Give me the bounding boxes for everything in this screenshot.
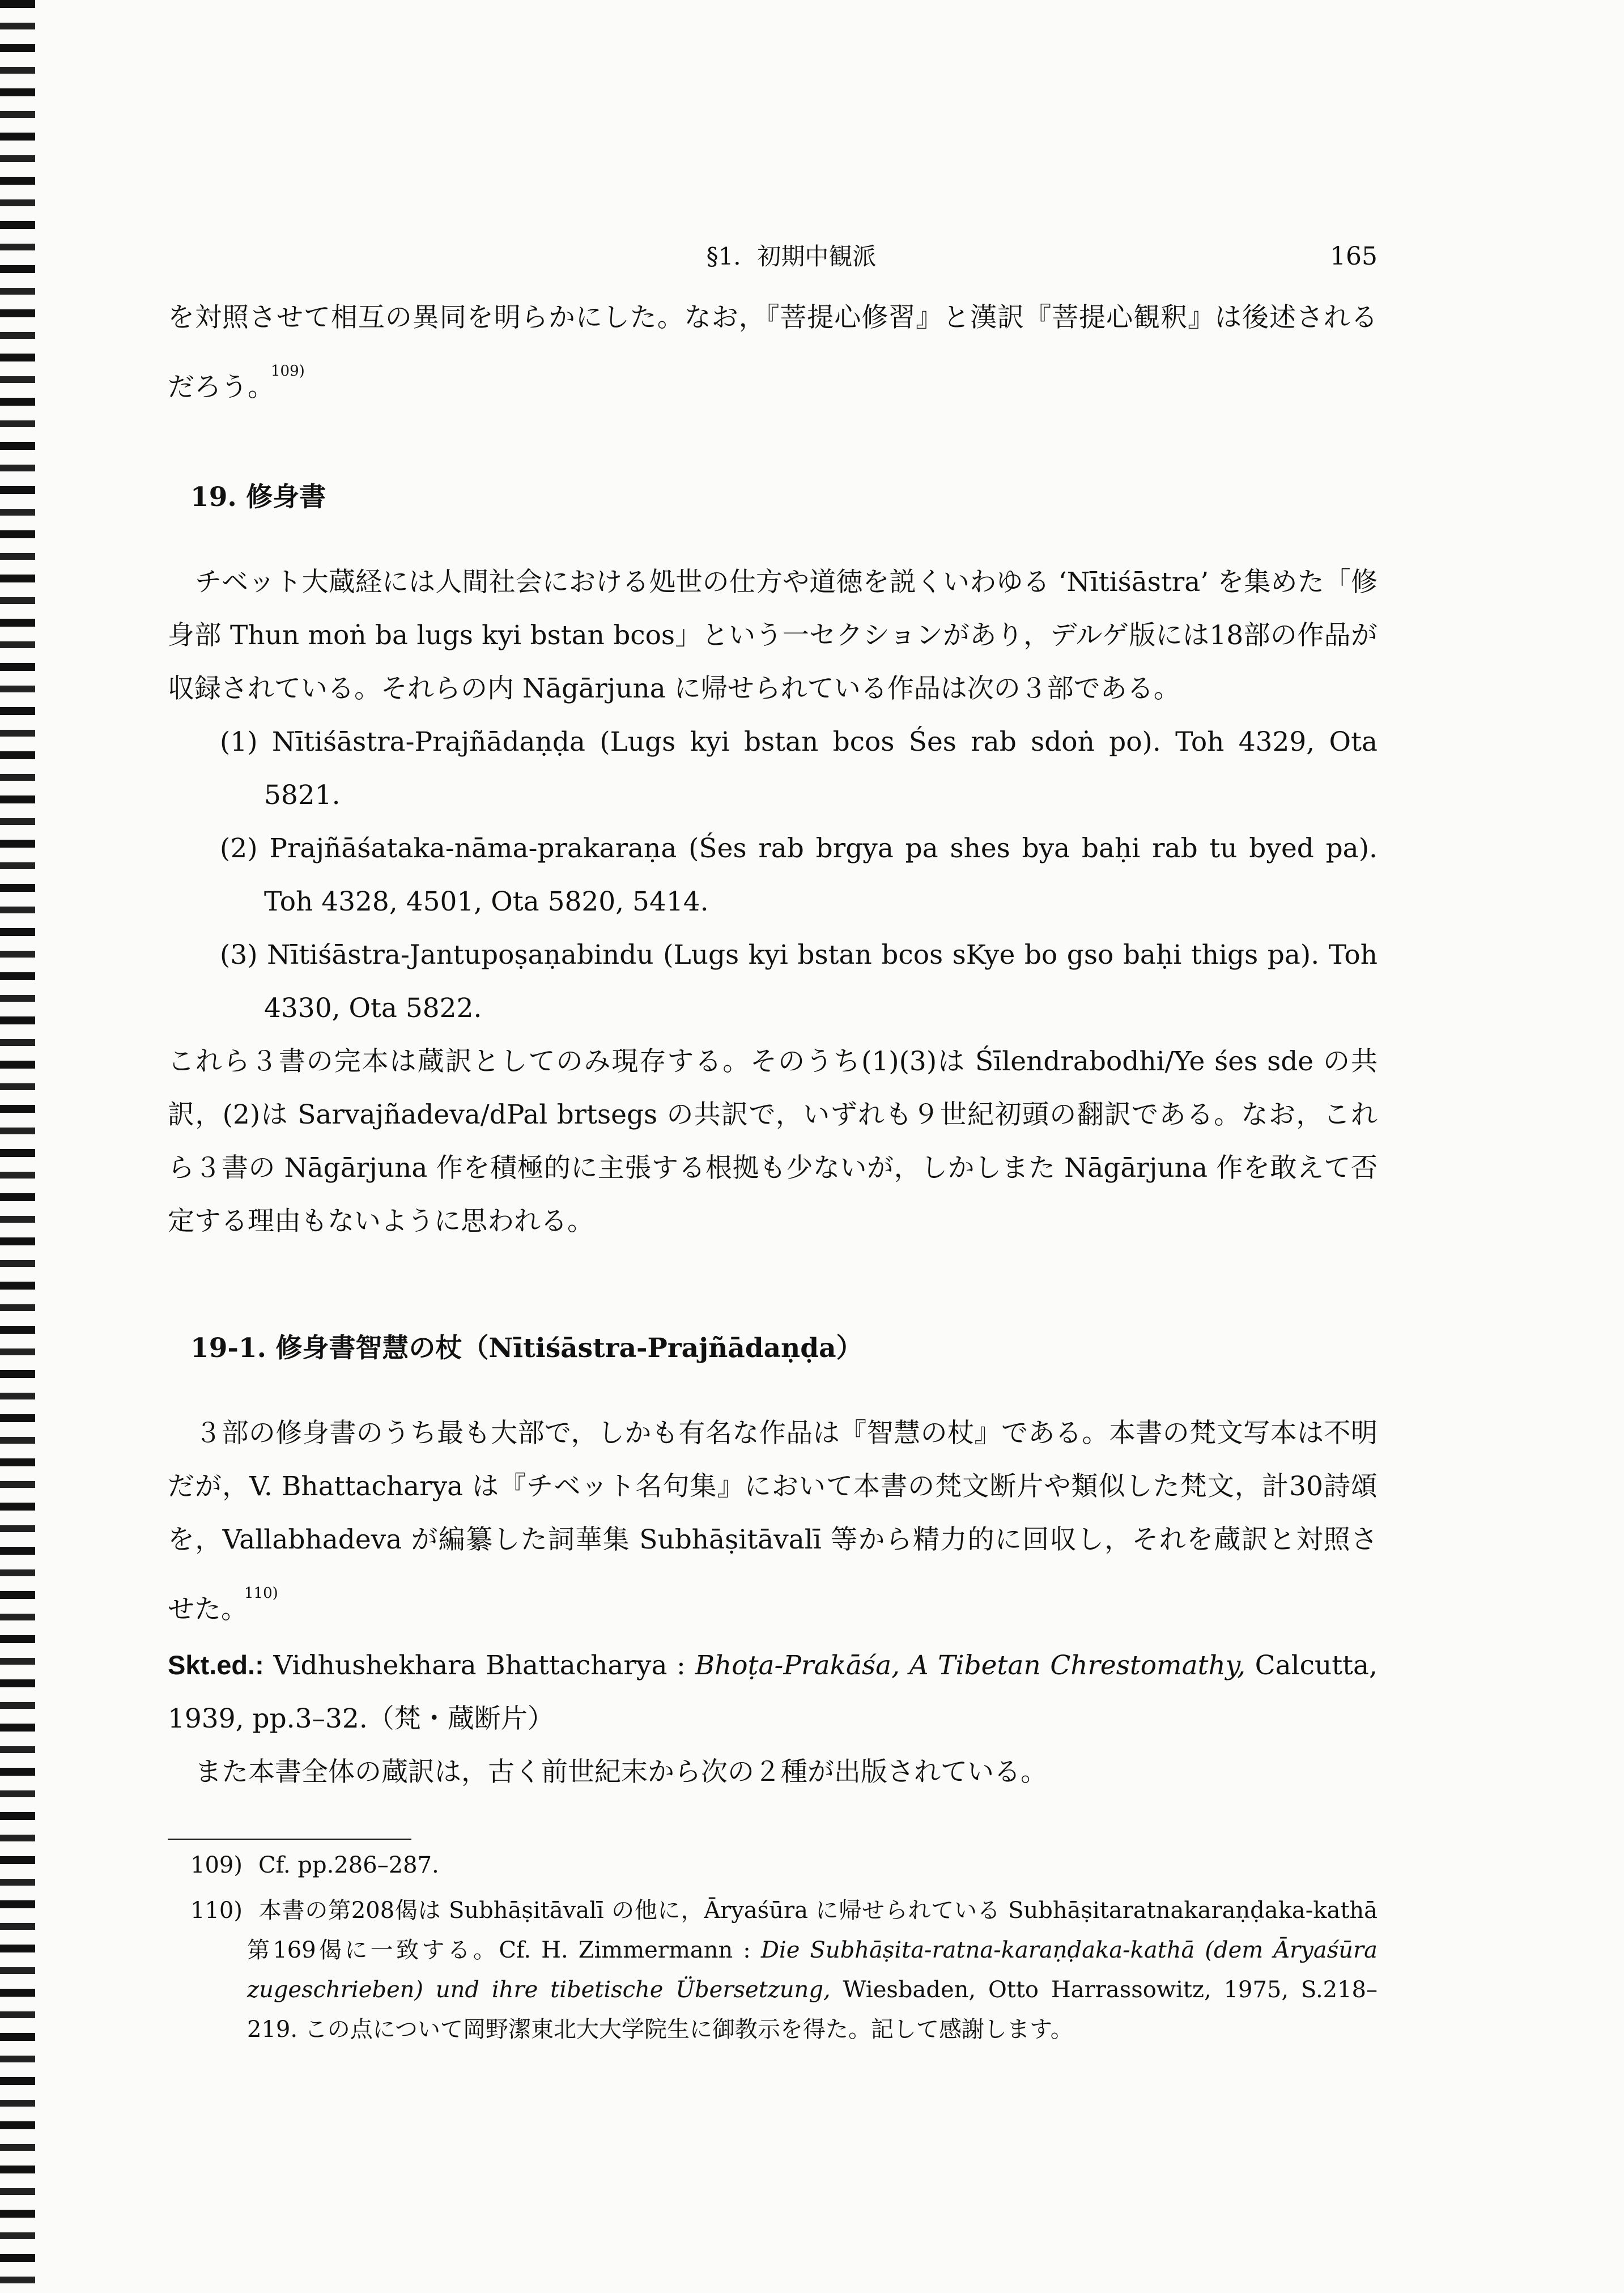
footnote-110-text-a: 本書の第208偈は Subhāṣitāvalī の他に，Āryaśūra に帰せられている Subhāṣitaratnakaraṇḍaka-kathā 第169偈に一致する。Cf. H. Zimmermann : — [247, 1898, 1378, 1963]
intro-text: を対照させて相互の異同を明らかにした。なお，『菩提心修習』と漢訳『菩提心観釈』は後述されるだろう。 — [168, 302, 1378, 403]
footnote-ref-109: 109) — [271, 363, 305, 380]
footnote-109-text: Cf. pp.286–287. — [258, 1852, 439, 1878]
footnote-109-label: 109) — [190, 1852, 243, 1878]
book-page — [168, 244, 1378, 2049]
skt-ed-rest: Calcutta, 1939, pp.3–32.（梵・蔵断片） — [168, 1650, 1378, 1734]
list-item-3-text: Nītiśāstra-Jantupoṣaṇabindu (Lugs kyi bstan bcos sKye bo gso baḥi thigs pa). Toh 4330, Ota 5822. — [264, 939, 1378, 1024]
skt-ed-author: Vidhushekhara Bhattacharya : — [273, 1650, 686, 1681]
section19-1-paragraph-1 — [168, 1407, 1378, 1636]
footnote-ref-110: 110) — [244, 1585, 278, 1602]
sanskrit-edition-entry — [168, 1639, 1378, 1746]
footnote-110-title: Die Subhāṣita-ratna-karaṇḍaka-kathā (dem Āryaśūra zugeschrieben) und ihre tibetische Übersetzung, — [247, 1937, 1378, 2003]
footnote-109 — [168, 1845, 1378, 1885]
list-item-2 — [168, 822, 1378, 929]
skt-ed-label: Skt.ed.: — [168, 1650, 264, 1680]
list-item-3-num: (3) — [220, 939, 258, 971]
page-number: 165 — [1330, 242, 1378, 271]
scan-binding-edge — [0, 0, 35, 2293]
header-section-title: §1．初期中観派 — [706, 243, 877, 270]
list-item-2-text: Prajñāśataka-nāma-prakaraṇa (Śes rab brgya pa shes bya baḥi rab tu byed pa). Toh 4328, 4501, Ota 5820, 5414. — [264, 833, 1378, 917]
section-heading-19-1: 19-1. 修身書智慧の杖（Nītiśāstra-Prajñādaṇḍa） — [190, 1333, 863, 1364]
list-item-1-num: (1) — [220, 726, 258, 758]
footnote-110-text-b: Wiesbaden, Otto Harrassowitz, 1975, S.218–219. この点について岡野潔東北大大学院生に御教示を得た。記して感謝します。 — [247, 1977, 1378, 2043]
section19-1-paragraph-2: また本書全体の蔵訳は，古く前世紀末から次の２種が出版されている。 — [195, 1756, 1047, 1788]
footnote-110 — [168, 1891, 1378, 2049]
list-item-1 — [168, 716, 1378, 822]
section19-1-paragraph-1-text: ３部の修身書のうち最も大部で，しかも有名な作品は『智慧の杖』である。本書の梵文写本は不明だが，V. Bhattacharya は『チベット名句集』において本書の梵文断片や類似した梵文，計30詩頌を，Vallabhadeva が編纂した詞華集 Subhāṣitāvalī 等から精力的に回収し，それを蔵訳と対照させた。 — [168, 1418, 1378, 1625]
section-heading-19: 19. 修身書 — [190, 482, 326, 513]
intro-paragraph — [168, 291, 1378, 414]
list-item-1-text: Nītiśāstra-Prajñādaṇḍa (Lugs kyi bstan bcos Śes rab sdoṅ po). Toh 4329, Ota 5821. — [264, 726, 1378, 811]
skt-ed-title: Bhoṭa-Prakāśa, A Tibetan Chrestomathy, — [695, 1650, 1246, 1681]
section19-paragraph-1: チベット大蔵経には人間社会における処世の仕方や道徳を説くいわゆる ‘Nītiśāstra’ を集めた「修身部 Thun moṅ ba lugs kyi bstan bcos」という一セクションがあり，デルゲ版には18部の作品が収録されている。それらの内 Nāgārjuna に帰せられている作品は次の３部である。 — [168, 567, 1378, 704]
section19-paragraph-2: これら３書の完本は蔵訳としてのみ現存する。そのうち(1)(3)は Śīlendrabodhi/Ye śes sde の共訳，(2)は Sarvajñadeva/dPal brtsegs の共訳で，いずれも９世紀初頭の翻訳である。なお，これら３書の Nāgārjuna 作を積極的に主張する根拠も少ないが，しかしまた Nāgārjuna 作を敢えて否定する理由もないように思われる。 — [168, 1046, 1378, 1237]
footnote-divider — [168, 1839, 411, 1840]
running-header — [168, 244, 1378, 283]
list-item-3 — [168, 929, 1378, 1035]
list-item-2-num: (2) — [220, 833, 258, 864]
footnote-110-label: 110) — [190, 1898, 243, 1924]
